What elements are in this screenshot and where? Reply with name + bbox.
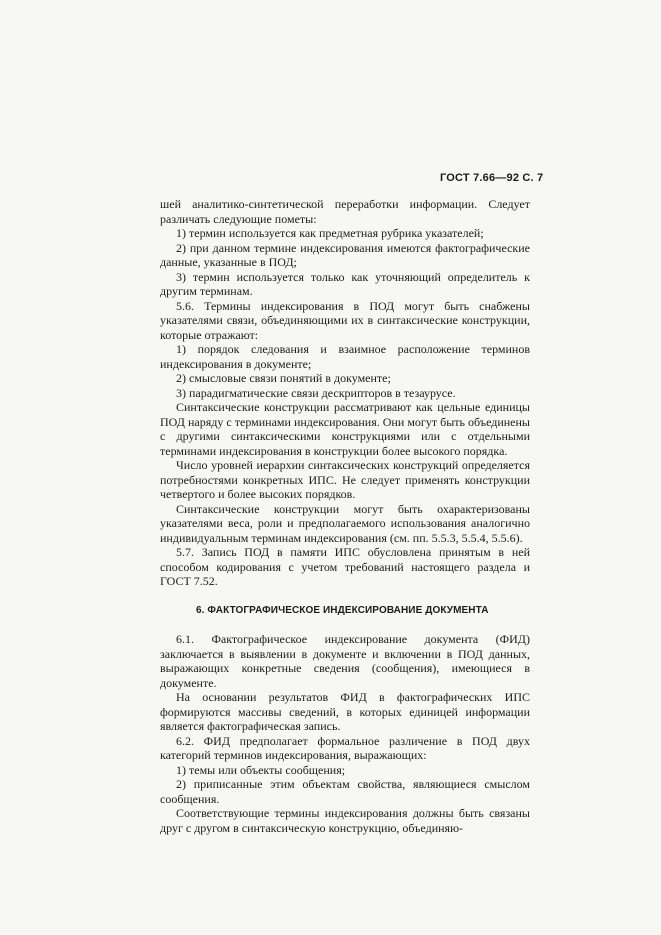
paragraph: Синтаксические конструкции рассматривают как цельные единицы ПОД наряду с терминами индексирования. Они могут быть объединены с другими синтаксическими конструкциями или с отдельными терминами индексирования в конструкции более высокого порядка. — [160, 400, 530, 458]
list-item: 2) смысловые связи понятий в документе; — [176, 371, 391, 385]
list-item: 3) парадигматические связи дескрипторов в тезаурусе. — [176, 385, 456, 400]
document-body — [160, 197, 530, 835]
list-item: 1) порядок следования и взаимное расположение терминов индексирования в документе; — [160, 342, 530, 371]
list-item: 2) при данном термине индексирования имеются фактографические данные, указанные в ПОД; — [160, 240, 530, 269]
list-item: 1) термин используется как предметная рубрика указателей; — [176, 226, 484, 240]
clause-5-6: 5.6. Термины индексирования в ПОД могут быть снабжены указателями связи, объединяющими их в синтаксические конструкции, которые отражают: — [160, 298, 530, 342]
section-title: 6. ФАКТОГРАФИЧЕСКОЕ ИНДЕКСИРОВАНИЕ ДОКУМЕНТА — [196, 604, 489, 616]
clause-5-7: 5.7. Запись ПОД в памяти ИПС обусловлена принятым в ней способом кодирования с учетом требований настоящего раздела и ГОСТ 7.52. — [160, 545, 530, 588]
page-header: ГОСТ 7.66—92 С. 7 — [440, 172, 544, 184]
list-item: 2) приписанные этим объектам свойства, являющиеся смыслом сообщения. — [160, 777, 530, 806]
list-item: 3) термин используется только как уточняющий определитель к другим терминам. — [160, 269, 530, 298]
clause-6-1: 6.1. Фактографическое индексирование документа (ФИД) заключается в выявлении в документе и включении в ПОД данных, выражающих конкретные сведения (сообщения), имеющиеся в документе. — [160, 632, 530, 690]
list-item: 1) темы или объекты сообщения; — [176, 762, 346, 777]
clause-6-2: 6.2. ФИД предполагает формальное различение в ПОД двух категорий терминов индексирования, выражающих: — [160, 733, 530, 762]
paragraph: Синтаксические конструкции могут быть охарактеризованы указателями веса, роли и предполагаемого использования аналогично индивидуальным терминам индексирования (см. пп. 5.5.3, 5.5.4, 5.5.6). — [160, 501, 530, 545]
paragraph: Число уровней иерархии синтаксических конструкций определяется потребностями конкретных ИПС. Не следует применять конструкции четвертого и более высоких порядков. — [160, 458, 530, 501]
paragraph: шей аналитико-синтетической переработки информации. Следует различать следующие пометы: — [160, 197, 530, 226]
paragraph: Соответствующие термины индексирования должны быть связаны друг с другом в синтаксическую конструкцию, объединяю- — [160, 806, 530, 835]
paragraph: На основании результатов ФИД в фактографических ИПС формируются массивы сведений, в которых единицей информации является фактографическая запись. — [160, 690, 530, 733]
